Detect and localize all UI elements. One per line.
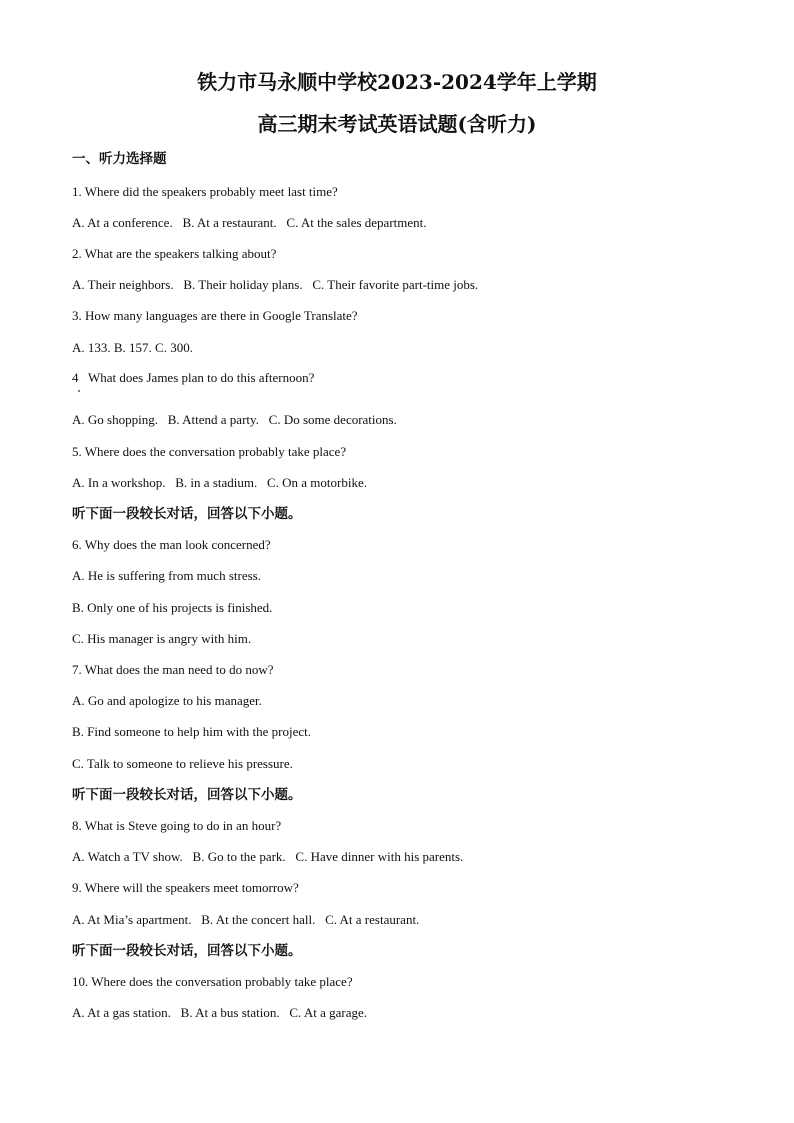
question-9: 9. Where will the speakers meet tomorrow? <box>72 880 299 895</box>
document-subtitle: 高三期末考试英语试题(含听力) <box>257 112 537 136</box>
options-8: A. Watch a TV show. B. Go to the park. C. Have dinner with his parents. <box>72 849 464 864</box>
question-8: 8. What is Steve going to do in an hour? <box>72 818 282 833</box>
question-6: 6. Why does the man look concerned? <box>72 537 271 552</box>
question-3: 3. How many languages are there in Google Translate? <box>72 308 358 323</box>
instruction-heading: 听下面一段较长对话，回答以下小题。 <box>72 943 302 959</box>
instruction-heading: 听下面一段较长对话，回答以下小题。 <box>72 506 302 522</box>
options-2: A. Their neighbors. B. Their holiday plans. C. Their favorite part-time jobs. <box>72 277 479 292</box>
option-7c: C. Talk to someone to relieve his pressure. <box>72 756 293 771</box>
options-9: A. At Mia’s apartment. B. At the concert hall. C. At a restaurant. <box>72 912 420 927</box>
options-10: A. At a gas station. B. At a bus station. C. At a garage. <box>72 1005 367 1020</box>
question-10: 10. Where does the conversation probably take place? <box>72 974 353 989</box>
option-7b: B. Find someone to help him with the project. <box>72 724 312 739</box>
document-title: 铁力市马永顺中学校2023-2024学年上学期 <box>197 70 597 94</box>
options-3: A. 133. B. 157. C. 300. <box>72 340 193 355</box>
question-1: 1. Where did the speakers probably meet last time? <box>72 184 338 199</box>
option-6c: C. His manager is angry with him. <box>72 631 252 646</box>
option-6b: B. Only one of his projects is finished. <box>72 600 273 615</box>
options-1: A. At a conference. B. At a restaurant. C. At the sales department. <box>72 215 427 230</box>
stray-dot <box>78 390 80 392</box>
options-5: A. In a workshop. B. in a stadium. C. On a motorbike. <box>72 475 367 490</box>
instruction-heading: 听下面一段较长对话，回答以下小题。 <box>72 787 302 803</box>
option-6a: A. He is suffering from much stress. <box>72 568 261 583</box>
option-7a: A. Go and apologize to his manager. <box>72 693 262 708</box>
question-2: 2. What are the speakers talking about? <box>72 246 277 261</box>
question-4: 4 What does James plan to do this afternoon? <box>72 370 315 385</box>
options-4: A. Go shopping. B. Attend a party. C. Do some decorations. <box>72 412 397 427</box>
question-7: 7. What does the man need to do now? <box>72 662 274 677</box>
question-5: 5. Where does the conversation probably take place? <box>72 444 347 459</box>
section-heading: 一、听力选择题 <box>72 151 167 167</box>
